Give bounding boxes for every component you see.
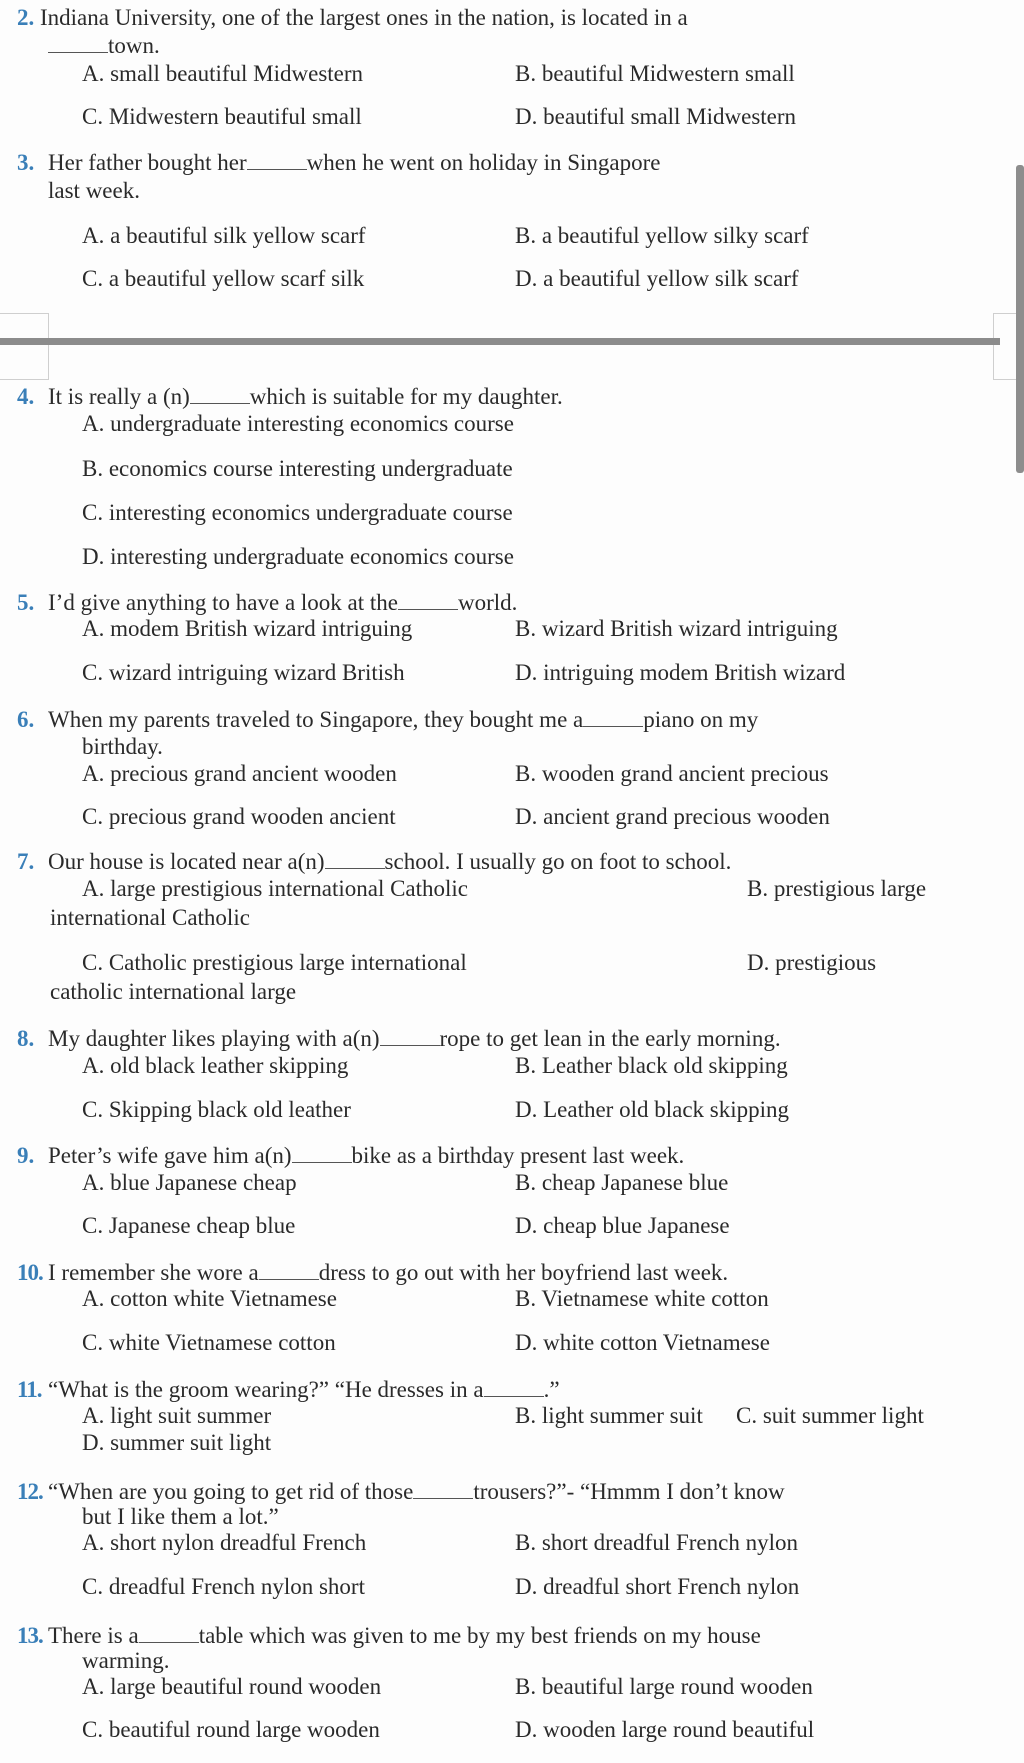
- option-c[interactable]: C. precious grand wooden ancient: [82, 804, 396, 829]
- option-a[interactable]: A. large beautiful round wooden: [82, 1674, 382, 1699]
- option-c[interactable]: C. Catholic prestigious large international: [82, 950, 467, 975]
- stem-text: rope to get lean in the early morning.: [439, 1026, 781, 1051]
- answer-blank[interactable]: [413, 1480, 473, 1499]
- option-b[interactable]: B. Vietnamese white cotton: [515, 1286, 769, 1311]
- option-b[interactable]: B. economics course interesting undergraduate: [82, 456, 513, 481]
- stem-text: It is really a (n): [48, 384, 190, 409]
- stem-text: Our house is located near a(n): [48, 849, 325, 874]
- question-number: 2.: [17, 5, 35, 30]
- option-a[interactable]: A. undergraduate interesting economics course: [82, 411, 514, 436]
- option-a[interactable]: A. old black leather skipping: [82, 1053, 349, 1078]
- page-break-divider: [0, 338, 1000, 345]
- stem-text: There is a: [48, 1623, 139, 1648]
- answer-blank[interactable]: [139, 1624, 199, 1643]
- stem-line-2: warming.: [82, 1648, 170, 1673]
- question-8-stem: [17, 1026, 781, 1052]
- option-b[interactable]: B. short dreadful French nylon: [515, 1530, 798, 1555]
- stem-text: piano on my: [643, 707, 759, 732]
- answer-blank[interactable]: [398, 591, 458, 610]
- option-c[interactable]: C. white Vietnamese cotton: [82, 1330, 336, 1355]
- question-number: 7.: [17, 849, 35, 874]
- option-a[interactable]: A. blue Japanese cheap: [82, 1170, 297, 1195]
- option-b-continued: international Catholic: [50, 905, 250, 930]
- question-number: 4.: [17, 384, 35, 409]
- question-10-stem: [17, 1260, 729, 1286]
- option-d[interactable]: D. a beautiful yellow silk scarf: [515, 266, 799, 291]
- option-b[interactable]: B. prestigious large: [747, 876, 927, 901]
- option-c[interactable]: C. interesting economics undergraduate course: [82, 500, 513, 525]
- question-number: 11.: [17, 1377, 42, 1402]
- stem-text: world.: [458, 590, 518, 615]
- option-b[interactable]: B. wooden grand ancient precious: [515, 761, 829, 786]
- option-c[interactable]: C. suit summer light: [736, 1403, 924, 1428]
- option-b[interactable]: B. light summer suit: [515, 1403, 703, 1428]
- answer-blank[interactable]: [484, 1378, 544, 1397]
- option-d[interactable]: D. cheap blue Japanese: [515, 1213, 730, 1238]
- option-b[interactable]: B. wizard British wizard intriguing: [515, 616, 838, 641]
- stem-text: My daughter likes playing with a(n): [48, 1026, 380, 1051]
- option-a[interactable]: A. precious grand ancient wooden: [82, 761, 397, 786]
- option-d-continued: catholic international large: [50, 979, 297, 1004]
- option-b[interactable]: B. beautiful large round wooden: [515, 1674, 813, 1699]
- stem-text: .”: [543, 1377, 560, 1402]
- page-corner-top-left: [0, 313, 49, 339]
- option-a[interactable]: A. large prestigious international Catholic: [82, 876, 469, 901]
- stem-line-2: birthday.: [82, 734, 163, 759]
- stem-text: “When are you going to get rid of those: [48, 1479, 414, 1504]
- stem-text: dress to go out with her boyfriend last week.: [318, 1260, 729, 1285]
- answer-blank[interactable]: [48, 34, 108, 53]
- stem-text: I’d give anything to have a look at the: [48, 590, 399, 615]
- stem-text: I remember she wore a: [48, 1260, 259, 1285]
- stem-text: Her father bought her: [48, 150, 247, 175]
- question-13-stem: [17, 1623, 761, 1649]
- answer-blank[interactable]: [583, 708, 643, 727]
- stem-line-2: but I like them a lot.”: [82, 1504, 279, 1529]
- option-d[interactable]: D. ancient grand precious wooden: [515, 804, 830, 829]
- answer-blank[interactable]: [259, 1261, 319, 1280]
- question-number: 10.: [17, 1260, 43, 1285]
- question-5-stem: [17, 590, 518, 616]
- answer-blank[interactable]: [380, 1027, 440, 1046]
- option-b[interactable]: B. beautiful Midwestern small: [515, 61, 795, 86]
- page-corner-bottom-left: [0, 345, 49, 380]
- option-d[interactable]: D. interesting undergraduate economics course: [82, 544, 514, 569]
- stem-text: school. I usually go on foot to school.: [384, 849, 732, 874]
- stem-line-2: [48, 33, 160, 59]
- stem-text: trousers?”- “Hmmm I don’t know: [473, 1479, 785, 1504]
- option-c[interactable]: C. beautiful round large wooden: [82, 1717, 380, 1742]
- question-11-stem: [17, 1377, 560, 1403]
- question-7-stem: [17, 849, 732, 875]
- option-b[interactable]: B. Leather black old skipping: [515, 1053, 788, 1078]
- option-b[interactable]: B. cheap Japanese blue: [515, 1170, 729, 1195]
- option-a[interactable]: A. light suit summer: [82, 1403, 272, 1428]
- question-6-stem: [17, 707, 759, 733]
- question-9-stem: [17, 1143, 685, 1169]
- option-d[interactable]: D. wooden large round beautiful: [515, 1717, 815, 1742]
- option-a[interactable]: A. modem British wizard intriguing: [82, 616, 413, 641]
- option-d[interactable]: D. dreadful short French nylon: [515, 1574, 800, 1599]
- question-2-stem: [17, 5, 688, 31]
- stem-text: bike as a birthday present last week.: [351, 1143, 685, 1168]
- stem-text: “What is the groom wearing?” “He dresses in a: [48, 1377, 484, 1402]
- question-number: 6.: [17, 707, 35, 732]
- question-3-stem: [17, 150, 661, 176]
- option-a[interactable]: A. small beautiful Midwestern: [82, 61, 364, 86]
- option-d[interactable]: D. Leather old black skipping: [515, 1097, 790, 1122]
- option-d[interactable]: D. beautiful small Midwestern: [515, 104, 797, 129]
- option-b[interactable]: B. a beautiful yellow silky scarf: [515, 223, 809, 248]
- answer-blank[interactable]: [247, 151, 307, 170]
- option-d[interactable]: D. intriguing modem British wizard: [515, 660, 846, 685]
- stem-text: when he went on holiday in Singapore: [306, 150, 661, 175]
- question-number: 13.: [17, 1623, 43, 1648]
- option-c[interactable]: C. dreadful French nylon short: [82, 1574, 365, 1599]
- stem-text: Peter’s wife gave him a(n): [48, 1143, 292, 1168]
- option-d[interactable]: D. prestigious: [747, 950, 877, 975]
- stem-text: table which was given to me by my best friends on my house: [198, 1623, 761, 1648]
- option-a[interactable]: A. short nylon dreadful French: [82, 1530, 367, 1555]
- answer-blank[interactable]: [325, 850, 385, 869]
- option-a[interactable]: A. a beautiful silk yellow scarf: [82, 223, 366, 248]
- question-number: 3.: [17, 150, 35, 175]
- option-c[interactable]: C. Midwestern beautiful small: [82, 104, 362, 129]
- option-d[interactable]: D. white cotton Vietnamese: [515, 1330, 770, 1355]
- stem-text: town.: [108, 33, 160, 58]
- stem-text: which is suitable for my daughter.: [249, 384, 563, 409]
- stem-text: When my parents traveled to Singapore, they bought me a: [48, 707, 584, 732]
- question-number: 9.: [17, 1143, 35, 1168]
- question-number: 12.: [17, 1479, 43, 1504]
- option-c[interactable]: C. Japanese cheap blue: [82, 1213, 296, 1238]
- answer-blank[interactable]: [292, 1144, 352, 1163]
- question-12-stem: [17, 1479, 785, 1505]
- option-d[interactable]: D. summer suit light: [82, 1430, 272, 1455]
- stem-text: Indiana University, one of the largest ones in the nation, is located in a: [40, 5, 688, 30]
- answer-blank[interactable]: [190, 385, 250, 404]
- question-number: 8.: [17, 1026, 35, 1051]
- option-c[interactable]: C. wizard intriguing wizard British: [82, 660, 405, 685]
- question-number: 5.: [17, 590, 35, 615]
- stem-line-2: last week.: [48, 178, 140, 203]
- scrollbar[interactable]: [1016, 165, 1024, 473]
- question-4-stem: [17, 384, 563, 410]
- option-a[interactable]: A. cotton white Vietnamese: [82, 1286, 337, 1311]
- option-c[interactable]: C. Skipping black old leather: [82, 1097, 351, 1122]
- option-c[interactable]: C. a beautiful yellow scarf silk: [82, 266, 365, 291]
